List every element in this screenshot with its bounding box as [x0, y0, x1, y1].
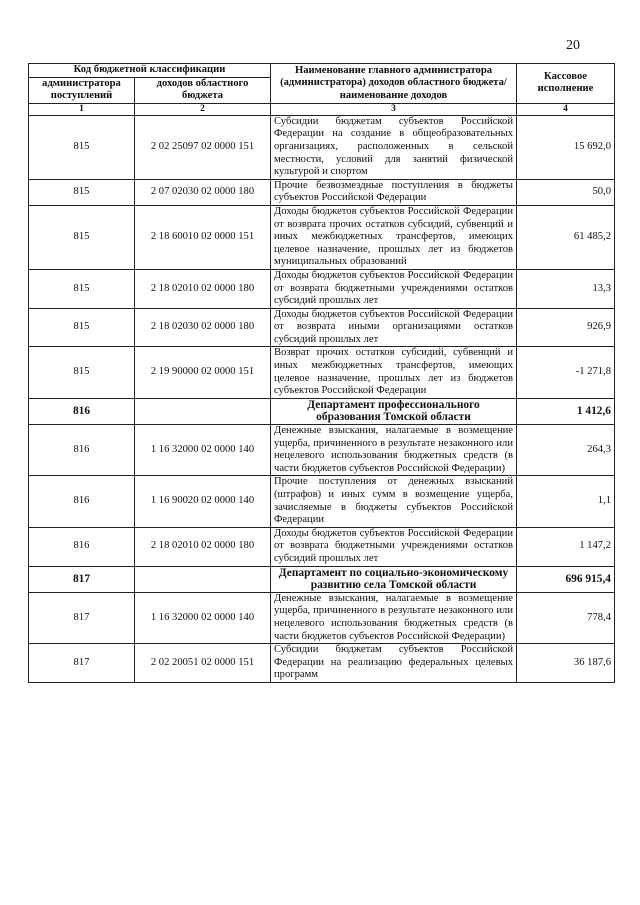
budget-income-table [28, 63, 615, 683]
income-description: Денежные взыскания, налагаемые в возмещение ущерба, причиненного в результате незаконного или нецелевого использования бюджетных средств (в части бюджетов субъектов Российской Федерации) [271, 425, 517, 476]
cash-amount: 50,0 [517, 179, 615, 205]
admin-code: 815 [29, 347, 135, 398]
admin-code: 816 [29, 476, 135, 527]
income-code: 2 19 90000 02 0000 151 [135, 347, 271, 398]
column-number-row [29, 103, 615, 115]
income-code: 2 07 02030 02 0000 180 [135, 179, 271, 205]
table-row [29, 644, 615, 683]
income-code: 1 16 32000 02 0000 140 [135, 425, 271, 476]
admin-code: 816 [29, 527, 135, 566]
admin-code: 815 [29, 205, 135, 269]
header-sub-income: доходов областного бюджета [135, 77, 271, 103]
table-row [29, 308, 615, 347]
admin-code: 817 [29, 592, 135, 643]
table-row [29, 115, 615, 179]
income-code: 2 02 25097 02 0000 151 [135, 115, 271, 179]
income-code [135, 566, 271, 592]
income-code: 1 16 32000 02 0000 140 [135, 592, 271, 643]
cash-amount: 15 692,0 [517, 115, 615, 179]
income-code: 2 02 20051 02 0000 151 [135, 644, 271, 683]
admin-code: 817 [29, 566, 135, 592]
cash-amount: 61 485,2 [517, 205, 615, 269]
column-number: 2 [135, 103, 271, 115]
department-row [29, 566, 615, 592]
cash-amount: 778,4 [517, 592, 615, 643]
header-classification: Код бюджетной классификации [29, 64, 271, 78]
table-row [29, 425, 615, 476]
table-row [29, 269, 615, 308]
cash-amount: 264,3 [517, 425, 615, 476]
admin-code: 815 [29, 269, 135, 308]
income-description: Субсидии бюджетам субъектов Российской Федерации на создание в общеобразовательных организациях, расположенных в сельской местности, условий для занятий физической культурой и спортом [271, 115, 517, 179]
admin-code: 817 [29, 644, 135, 683]
income-description: Субсидии бюджетам субъектов Российской Федерации на реализацию федеральных целевых программ [271, 644, 517, 683]
table-row [29, 527, 615, 566]
column-number: 4 [517, 103, 615, 115]
income-description: Прочие поступления от денежных взысканий (штрафов) и иных сумм в возмещение ущерба, зачисляемые в бюджеты субъектов Российской Федерации [271, 476, 517, 527]
cash-amount: -1 271,8 [517, 347, 615, 398]
admin-code: 816 [29, 398, 135, 424]
page-number: 20 [566, 38, 580, 53]
table-row [29, 592, 615, 643]
cash-amount: 1 412,6 [517, 398, 615, 424]
income-description: Денежные взыскания, налагаемые в возмещение ущерба, причиненного в результате незаконного или нецелевого использования бюджетных средств (в части бюджетов субъектов Российской Федерации) [271, 592, 517, 643]
header-sub-admin: администратора поступлений [29, 77, 135, 103]
admin-code: 815 [29, 179, 135, 205]
income-description: Прочие безвозмездные поступления в бюджеты субъектов Российской Федерации [271, 179, 517, 205]
table-row [29, 205, 615, 269]
admin-code: 816 [29, 425, 135, 476]
income-code [135, 398, 271, 424]
cash-amount: 1,1 [517, 476, 615, 527]
cash-amount: 13,3 [517, 269, 615, 308]
header-cash-execution: Кассовое исполнение [517, 64, 615, 104]
header-admin-name: Наименование главного администратора (администратора) доходов областного бюджета/ наименование доходов [271, 64, 517, 104]
income-description: Доходы бюджетов субъектов Российской Федерации от возврата прочих остатков субсидий, субвенций и иных межбюджетных трансфертов, имеющих целевое назначение, прошлых лет из бюджетов муниципальных образований [271, 205, 517, 269]
cash-amount: 696 915,4 [517, 566, 615, 592]
cash-amount: 926,9 [517, 308, 615, 347]
column-number: 1 [29, 103, 135, 115]
income-code: 2 18 02010 02 0000 180 [135, 527, 271, 566]
admin-code: 815 [29, 115, 135, 179]
cash-amount: 36 187,6 [517, 644, 615, 683]
department-row [29, 398, 615, 424]
table-row [29, 476, 615, 527]
column-number: 3 [271, 103, 517, 115]
income-description: Доходы бюджетов субъектов Российской Федерации от возврата бюджетными учреждениями остатков субсидий прошлых лет [271, 527, 517, 566]
income-code: 2 18 02030 02 0000 180 [135, 308, 271, 347]
income-description: Возврат прочих остатков субсидий, субвенций и иных межбюджетных трансфертов, имеющих целевое назначение, прошлых лет из бюджетов субъектов Российской Федерации [271, 347, 517, 398]
header-row [29, 64, 615, 78]
income-description: Департамент по социально-экономическому развитию села Томской области [271, 566, 517, 592]
income-code: 2 18 60010 02 0000 151 [135, 205, 271, 269]
income-description: Департамент профессионального образования Томской области [271, 398, 517, 424]
cash-amount: 1 147,2 [517, 527, 615, 566]
table-row [29, 179, 615, 205]
income-code: 1 16 90020 02 0000 140 [135, 476, 271, 527]
admin-code: 815 [29, 308, 135, 347]
income-description: Доходы бюджетов субъектов Российской Федерации от возврата иными организациями остатков субсидий прошлых лет [271, 308, 517, 347]
table-row [29, 347, 615, 398]
income-code: 2 18 02010 02 0000 180 [135, 269, 271, 308]
income-description: Доходы бюджетов субъектов Российской Федерации от возврата бюджетными учреждениями остатков субсидий прошлых лет [271, 269, 517, 308]
table-body [29, 115, 615, 682]
